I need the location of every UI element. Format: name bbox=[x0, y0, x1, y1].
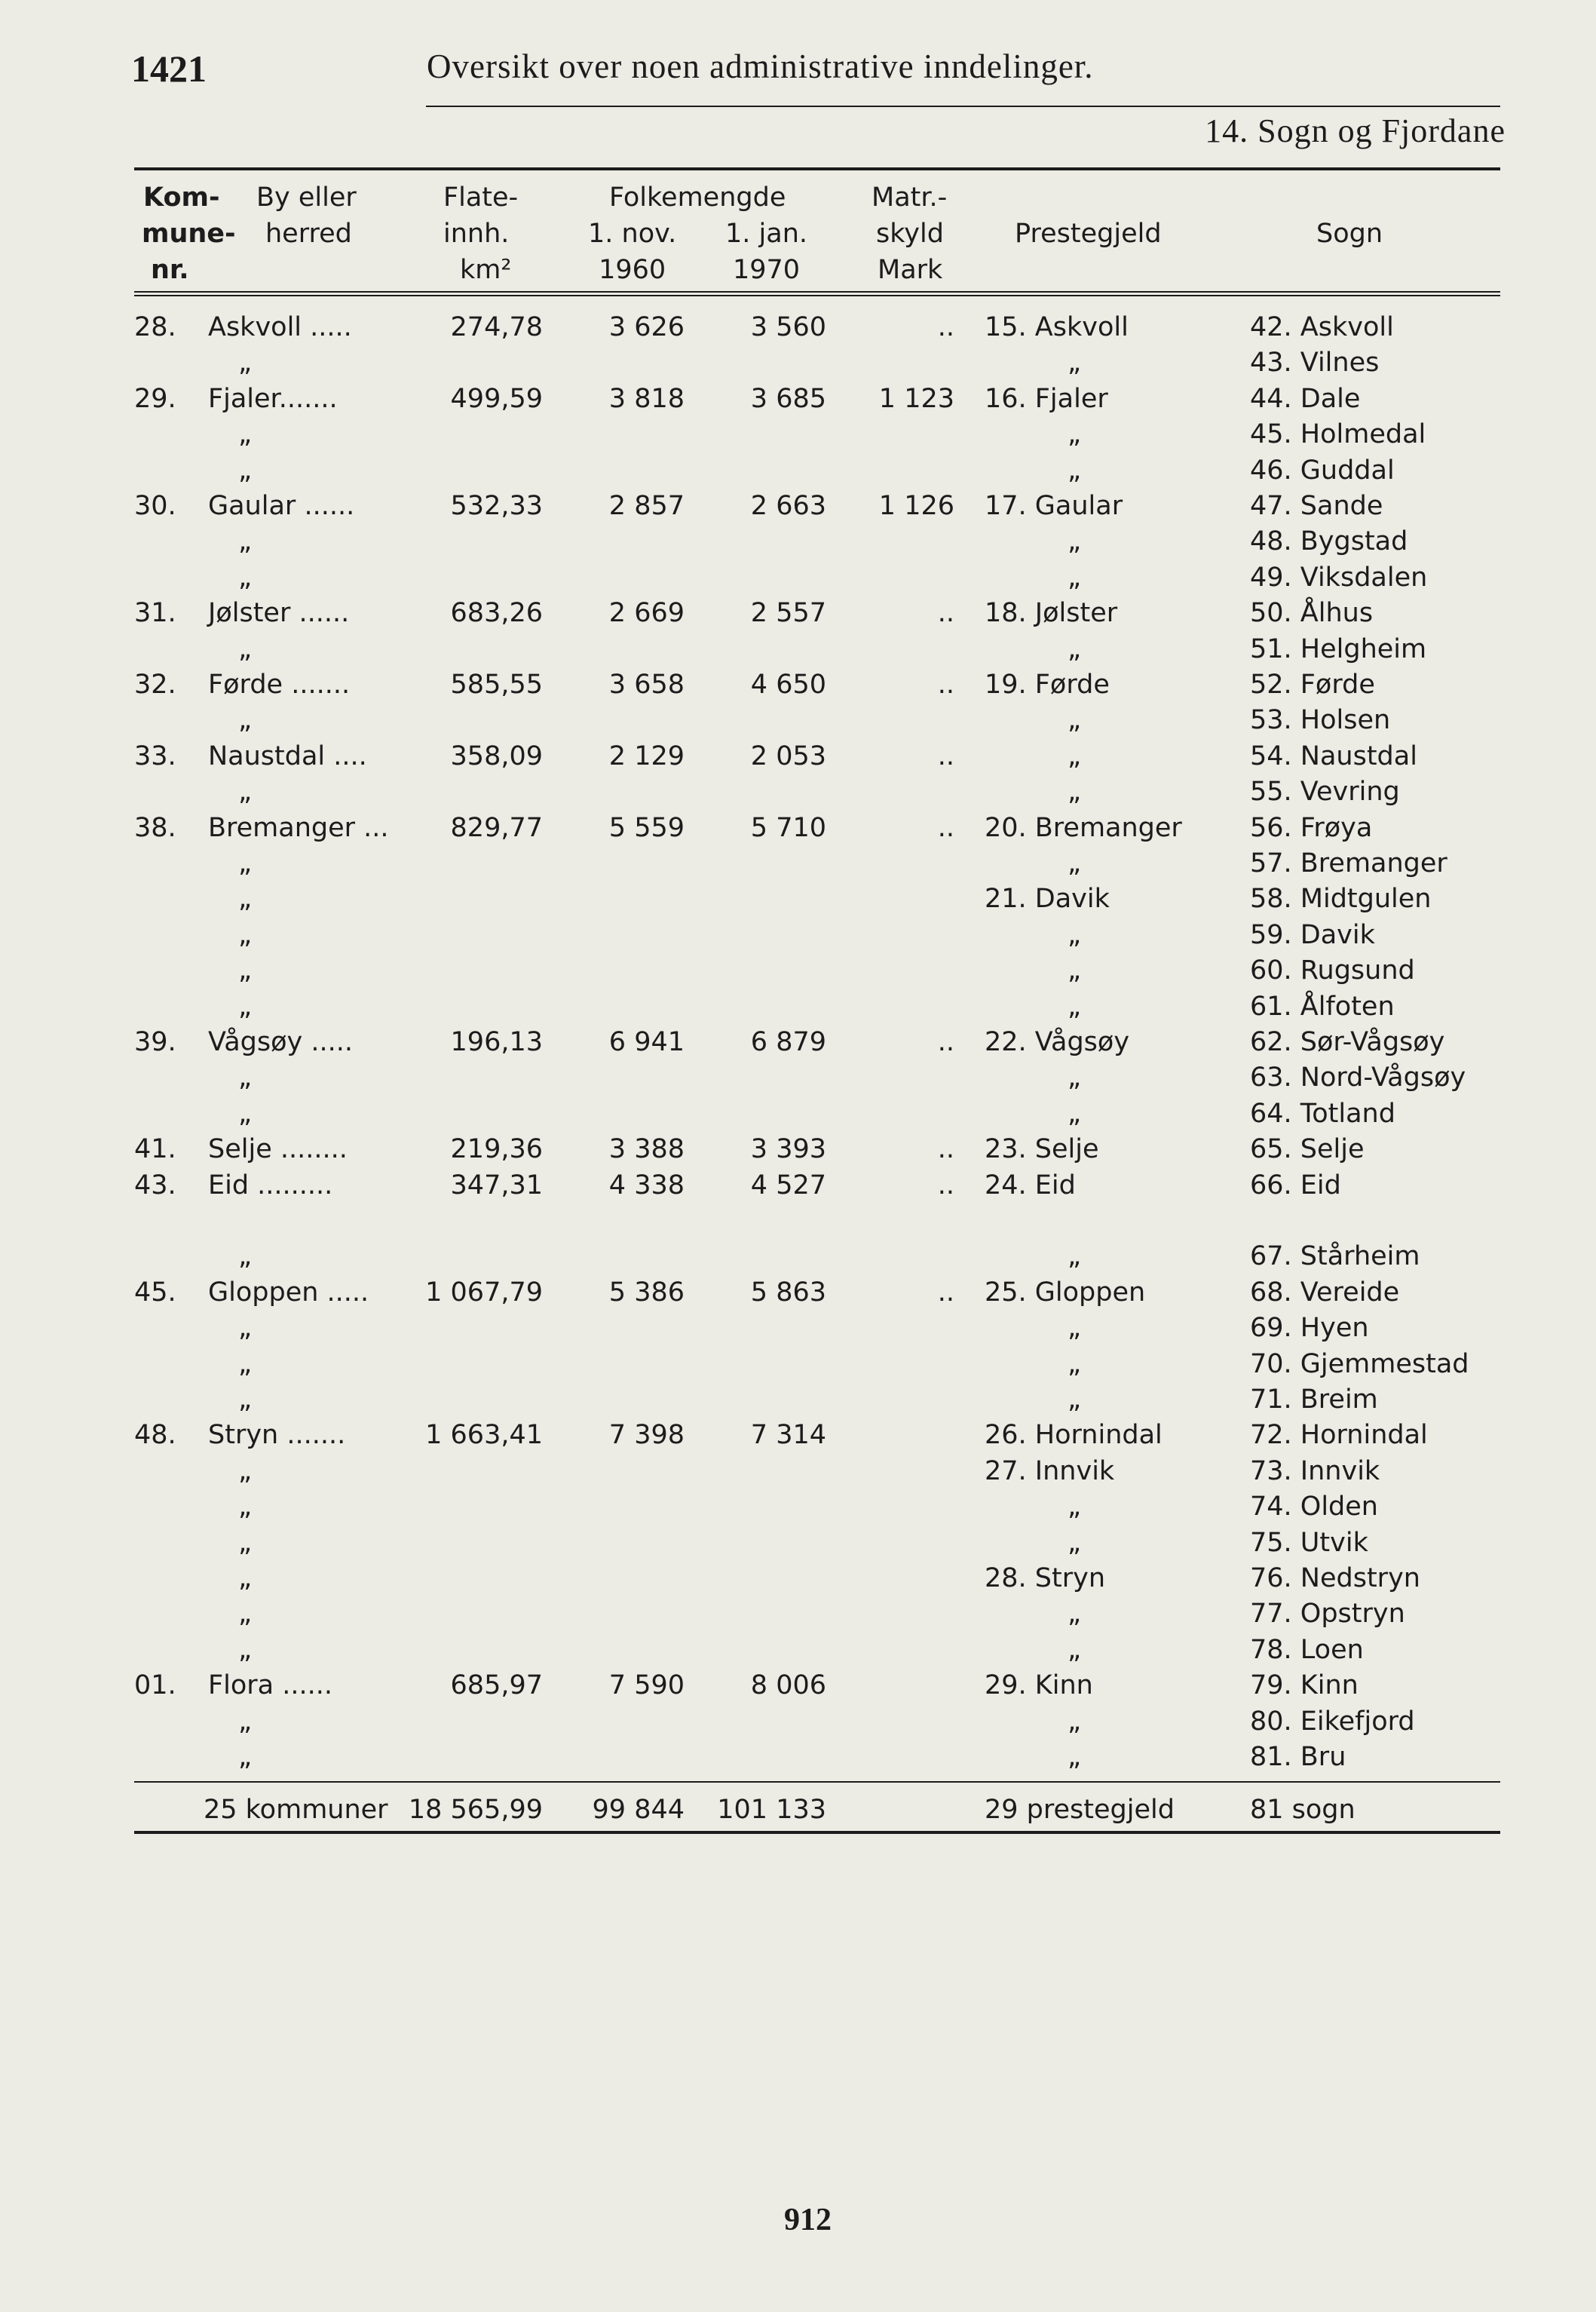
row-prestegjeld: 19. Førde bbox=[985, 670, 1110, 700]
row-pop-1960: 3 626 bbox=[608, 312, 685, 342]
row-pop-1960: 3 658 bbox=[608, 670, 685, 700]
row-sogn: 72. Hornindal bbox=[1250, 1420, 1428, 1451]
header-nov-1960: 1. nov. 1960 bbox=[588, 219, 677, 285]
row-prestegjeld: „ bbox=[1068, 955, 1082, 986]
row-kommune-name: „ bbox=[238, 1492, 253, 1522]
row-kommune-name: „ bbox=[238, 419, 253, 450]
total-1960: 99 844 bbox=[592, 1795, 685, 1825]
row-kommune-name: „ bbox=[238, 919, 253, 950]
row-kommune-nr: 29. bbox=[134, 383, 176, 414]
row-matrikkel: .. bbox=[937, 1170, 954, 1200]
row-kommune-name: „ bbox=[238, 848, 253, 878]
row-prestegjeld: „ bbox=[1068, 526, 1082, 557]
row-sogn: 46. Guddal bbox=[1250, 455, 1395, 486]
row-sogn: 63. Nord-Vågsøy bbox=[1250, 1062, 1466, 1093]
row-kommune-name: Eid ......... bbox=[208, 1170, 333, 1200]
total-area: 18 565,99 bbox=[408, 1795, 543, 1825]
row-matrikkel: .. bbox=[937, 598, 954, 629]
row-sogn: 44. Dale bbox=[1250, 383, 1361, 414]
row-kommune-nr: 41. bbox=[134, 1134, 176, 1165]
page-title: Oversikt over noen administrative inndelinger. bbox=[427, 48, 1094, 85]
row-sogn: 61. Ålfoten bbox=[1250, 991, 1395, 1022]
row-area: 196,13 bbox=[450, 1027, 543, 1057]
row-pop-1970: 3 560 bbox=[750, 312, 826, 342]
row-prestegjeld: 24. Eid bbox=[985, 1170, 1076, 1200]
row-pop-1970: 3 685 bbox=[750, 383, 826, 414]
row-kommune-name: „ bbox=[238, 526, 253, 557]
row-pop-1960: 2 129 bbox=[608, 741, 685, 771]
row-kommune-name: Gaular ...... bbox=[208, 491, 355, 521]
header-flate: Flate- innh. km² bbox=[443, 182, 519, 285]
row-prestegjeld: „ bbox=[1068, 419, 1082, 450]
row-prestegjeld: „ bbox=[1068, 1492, 1082, 1522]
row-area: 1 663,41 bbox=[425, 1420, 543, 1451]
row-kommune-nr: 38. bbox=[134, 812, 176, 843]
row-sogn: 62. Sør-Vågsøy bbox=[1250, 1027, 1445, 1057]
row-kommune-nr: 30. bbox=[134, 491, 176, 521]
row-kommune-nr: 28. bbox=[134, 312, 176, 342]
row-pop-1970: 5 710 bbox=[750, 812, 826, 843]
row-prestegjeld: 15. Askvoll bbox=[985, 312, 1129, 342]
row-sogn: 75. Utvik bbox=[1250, 1527, 1368, 1558]
row-prestegjeld: „ bbox=[1068, 1527, 1082, 1558]
row-matrikkel: .. bbox=[937, 1134, 954, 1165]
row-pop-1960: 3 818 bbox=[608, 383, 685, 414]
row-area: 1 067,79 bbox=[425, 1277, 543, 1308]
row-kommune-name: Jølster ...... bbox=[208, 598, 350, 629]
row-sogn: 71. Breim bbox=[1250, 1384, 1378, 1415]
row-sogn: 70. Gjemmestad bbox=[1250, 1348, 1469, 1379]
row-prestegjeld: 26. Hornindal bbox=[985, 1420, 1163, 1451]
row-kommune-name: „ bbox=[238, 455, 253, 486]
row-area: 685,97 bbox=[450, 1670, 543, 1701]
row-prestegjeld: „ bbox=[1068, 1384, 1082, 1415]
row-pop-1970: 2 557 bbox=[750, 598, 826, 629]
row-prestegjeld: „ bbox=[1068, 1348, 1082, 1379]
row-kommune-name: „ bbox=[238, 1563, 253, 1593]
row-sogn: 47. Sande bbox=[1250, 491, 1383, 521]
row-sogn: 49. Viksdalen bbox=[1250, 562, 1428, 593]
row-matrikkel: 1 126 bbox=[878, 491, 954, 521]
row-prestegjeld: „ bbox=[1068, 455, 1082, 486]
header-jan-1970: 1. jan. 1970 bbox=[725, 219, 807, 285]
row-kommune-name: Førde ....... bbox=[208, 670, 351, 700]
row-sogn: 79. Kinn bbox=[1250, 1670, 1359, 1701]
row-kommune-name: „ bbox=[238, 348, 253, 379]
row-prestegjeld: 23. Selje bbox=[985, 1134, 1099, 1165]
row-matrikkel: .. bbox=[937, 1027, 954, 1057]
row-kommune-name: „ bbox=[238, 1706, 253, 1737]
row-sogn: 74. Olden bbox=[1250, 1492, 1378, 1522]
row-kommune-name: „ bbox=[238, 777, 253, 808]
row-sogn: 52. Førde bbox=[1250, 670, 1375, 700]
row-sogn: 76. Nedstryn bbox=[1250, 1563, 1420, 1593]
row-kommune-name: Fjaler....... bbox=[208, 383, 338, 414]
row-kommune-nr: 33. bbox=[134, 741, 176, 771]
row-sogn: 43. Vilnes bbox=[1250, 348, 1380, 379]
row-sogn: 78. Loen bbox=[1250, 1634, 1364, 1665]
row-pop-1970: 5 863 bbox=[750, 1277, 826, 1308]
row-prestegjeld: „ bbox=[1068, 1241, 1082, 1272]
row-sogn: 73. Innvik bbox=[1250, 1455, 1380, 1486]
row-prestegjeld: „ bbox=[1068, 1634, 1082, 1665]
row-area: 829,77 bbox=[450, 812, 543, 843]
row-kommune-name: Naustdal .... bbox=[208, 741, 367, 771]
total-kommuner: 25 kommuner bbox=[204, 1795, 388, 1825]
header-prestegjeld: Prestegjeld bbox=[1015, 219, 1162, 249]
row-area: 532,33 bbox=[450, 491, 543, 521]
row-pop-1960: 5 559 bbox=[608, 812, 685, 843]
row-prestegjeld: 20. Bremanger bbox=[985, 812, 1182, 843]
row-kommune-name: Selje ........ bbox=[208, 1134, 348, 1165]
row-matrikkel: .. bbox=[937, 312, 954, 342]
row-kommune-nr: 39. bbox=[134, 1027, 176, 1057]
row-sogn: 58. Midtgulen bbox=[1250, 884, 1432, 915]
row-prestegjeld: „ bbox=[1068, 848, 1082, 878]
row-area: 347,31 bbox=[450, 1170, 543, 1200]
row-prestegjeld: 29. Kinn bbox=[985, 1670, 1093, 1701]
row-sogn: 65. Selje bbox=[1250, 1134, 1365, 1165]
row-sogn: 81. Bru bbox=[1250, 1742, 1346, 1772]
row-prestegjeld: „ bbox=[1068, 991, 1082, 1022]
row-prestegjeld: 16. Fjaler bbox=[985, 383, 1108, 414]
row-prestegjeld: „ bbox=[1068, 1599, 1082, 1630]
row-kommune-name: „ bbox=[238, 1313, 253, 1344]
row-kommune-nr: 31. bbox=[134, 598, 176, 629]
row-sogn: 80. Eikefjord bbox=[1250, 1706, 1415, 1737]
row-kommune-name: „ bbox=[238, 633, 253, 664]
row-prestegjeld: „ bbox=[1068, 1706, 1082, 1737]
row-kommune-name: „ bbox=[238, 955, 253, 986]
row-sogn: 45. Holmedal bbox=[1250, 419, 1426, 450]
total-prestegjeld: 29 prestegjeld bbox=[985, 1795, 1175, 1825]
header-sogn: Sogn bbox=[1316, 219, 1383, 249]
row-kommune-name: Stryn ....... bbox=[208, 1420, 346, 1451]
row-sogn: 54. Naustdal bbox=[1250, 741, 1417, 771]
row-prestegjeld: „ bbox=[1068, 919, 1082, 950]
row-pop-1970: 2 053 bbox=[750, 741, 826, 771]
row-prestegjeld: „ bbox=[1068, 1098, 1082, 1129]
row-pop-1970: 2 663 bbox=[750, 491, 826, 521]
row-prestegjeld: 25. Gloppen bbox=[985, 1277, 1146, 1308]
row-pop-1960: 6 941 bbox=[608, 1027, 685, 1057]
title-rule bbox=[426, 106, 1500, 107]
row-sogn: 77. Opstryn bbox=[1250, 1599, 1405, 1630]
row-sogn: 56. Frøya bbox=[1250, 812, 1373, 843]
row-prestegjeld: 22. Vågsøy bbox=[985, 1027, 1130, 1057]
row-kommune-name: „ bbox=[238, 1062, 253, 1093]
header-bottom-rule bbox=[134, 291, 1500, 293]
row-prestegjeld: 27. Innvik bbox=[985, 1455, 1115, 1486]
row-kommune-name: „ bbox=[238, 1384, 253, 1415]
row-pop-1960: 4 338 bbox=[608, 1170, 685, 1200]
footer-page-number: 912 bbox=[784, 2203, 832, 2237]
header-by-herred: By eller herred bbox=[256, 182, 357, 249]
header-bottom-rule-2 bbox=[134, 295, 1500, 296]
row-area: 358,09 bbox=[450, 741, 543, 771]
total-sogn: 81 sogn bbox=[1250, 1795, 1356, 1825]
row-sogn: 53. Holsen bbox=[1250, 705, 1391, 736]
row-area: 683,26 bbox=[450, 598, 543, 629]
row-prestegjeld: „ bbox=[1068, 1742, 1082, 1772]
row-sogn: 64. Totland bbox=[1250, 1098, 1395, 1129]
row-kommune-name: Bremanger ... bbox=[208, 812, 389, 843]
row-kommune-name: „ bbox=[238, 1455, 253, 1486]
row-pop-1960: 3 388 bbox=[608, 1134, 685, 1165]
row-sogn: 68. Vereide bbox=[1250, 1277, 1400, 1308]
row-matrikkel: 1 123 bbox=[878, 383, 954, 414]
row-pop-1960: 2 669 bbox=[608, 598, 685, 629]
row-kommune-name: „ bbox=[238, 991, 253, 1022]
row-pop-1970: 4 650 bbox=[750, 670, 826, 700]
totals-top-rule bbox=[134, 1781, 1500, 1783]
header-kommune-nr: Kom- mune- nr. bbox=[142, 182, 236, 285]
row-prestegjeld: „ bbox=[1068, 1313, 1082, 1344]
row-kommune-name: „ bbox=[238, 1634, 253, 1665]
total-1970: 101 133 bbox=[717, 1795, 826, 1825]
row-prestegjeld: 28. Stryn bbox=[985, 1563, 1106, 1593]
header-top-rule bbox=[134, 167, 1500, 170]
row-kommune-name: Flora ...... bbox=[208, 1670, 332, 1701]
row-pop-1970: 3 393 bbox=[750, 1134, 826, 1165]
row-kommune-name: „ bbox=[238, 1742, 253, 1772]
row-kommune-name: Gloppen ..... bbox=[208, 1277, 369, 1308]
row-sogn: 48. Bygstad bbox=[1250, 526, 1408, 557]
row-pop-1960: 2 857 bbox=[608, 491, 685, 521]
row-prestegjeld: „ bbox=[1068, 348, 1082, 379]
row-kommune-name: „ bbox=[238, 1098, 253, 1129]
row-matrikkel: .. bbox=[937, 670, 954, 700]
row-sogn: 67. Stårheim bbox=[1250, 1241, 1420, 1272]
row-pop-1970: 6 879 bbox=[750, 1027, 826, 1057]
row-kommune-name: „ bbox=[238, 1241, 253, 1272]
row-kommune-nr: 45. bbox=[134, 1277, 176, 1308]
header-matr: Matr.- skyld Mark bbox=[872, 182, 948, 285]
row-prestegjeld: 17. Gaular bbox=[985, 491, 1123, 521]
row-prestegjeld: „ bbox=[1068, 562, 1082, 593]
row-pop-1970: 7 314 bbox=[750, 1420, 826, 1451]
row-pop-1970: 8 006 bbox=[750, 1670, 826, 1701]
row-pop-1970: 4 527 bbox=[750, 1170, 826, 1200]
row-kommune-name: „ bbox=[238, 884, 253, 915]
row-sogn: 69. Hyen bbox=[1250, 1313, 1369, 1344]
row-sogn: 55. Vevring bbox=[1250, 777, 1400, 808]
row-kommune-name: „ bbox=[238, 1599, 253, 1630]
row-pop-1960: 5 386 bbox=[608, 1277, 685, 1308]
totals-bottom-rule bbox=[134, 1831, 1500, 1834]
row-prestegjeld: 18. Jølster bbox=[985, 598, 1118, 629]
row-area: 499,59 bbox=[450, 383, 543, 414]
row-sogn: 50. Ålhus bbox=[1250, 598, 1374, 629]
row-prestegjeld: „ bbox=[1068, 777, 1082, 808]
row-pop-1960: 7 398 bbox=[608, 1420, 685, 1451]
row-prestegjeld: „ bbox=[1068, 1062, 1082, 1093]
row-sogn: 59. Davik bbox=[1250, 919, 1375, 950]
row-kommune-name: „ bbox=[238, 1348, 253, 1379]
row-prestegjeld: „ bbox=[1068, 705, 1082, 736]
row-prestegjeld: 21. Davik bbox=[985, 884, 1110, 915]
row-kommune-nr: 48. bbox=[134, 1420, 176, 1451]
section-title: 14. Sogn og Fjordane bbox=[1205, 112, 1506, 149]
row-matrikkel: .. bbox=[937, 741, 954, 771]
row-kommune-name: Askvoll ..... bbox=[208, 312, 352, 342]
row-kommune-name: „ bbox=[238, 1527, 253, 1558]
row-pop-1960: 7 590 bbox=[608, 1670, 685, 1701]
row-area: 274,78 bbox=[450, 312, 543, 342]
row-sogn: 42. Askvoll bbox=[1250, 312, 1394, 342]
row-matrikkel: .. bbox=[937, 1277, 954, 1308]
row-sogn: 57. Bremanger bbox=[1250, 848, 1447, 878]
header-folkemengde: Folkemengde bbox=[609, 182, 786, 213]
row-kommune-name: „ bbox=[238, 562, 253, 593]
row-kommune-name: Vågsøy ..... bbox=[208, 1027, 354, 1057]
page-number: 1421 bbox=[131, 48, 207, 90]
row-prestegjeld: „ bbox=[1068, 633, 1082, 664]
row-kommune-nr: 32. bbox=[134, 670, 176, 700]
row-sogn: 66. Eid bbox=[1250, 1170, 1341, 1200]
row-sogn: 51. Helgheim bbox=[1250, 633, 1427, 664]
row-prestegjeld: „ bbox=[1068, 741, 1082, 771]
row-sogn: 60. Rugsund bbox=[1250, 955, 1415, 986]
row-kommune-nr: 01. bbox=[134, 1670, 176, 1701]
row-area: 219,36 bbox=[450, 1134, 543, 1165]
row-matrikkel: .. bbox=[937, 812, 954, 843]
row-kommune-nr: 43. bbox=[134, 1170, 176, 1200]
row-area: 585,55 bbox=[450, 670, 543, 700]
row-kommune-name: „ bbox=[238, 705, 253, 736]
